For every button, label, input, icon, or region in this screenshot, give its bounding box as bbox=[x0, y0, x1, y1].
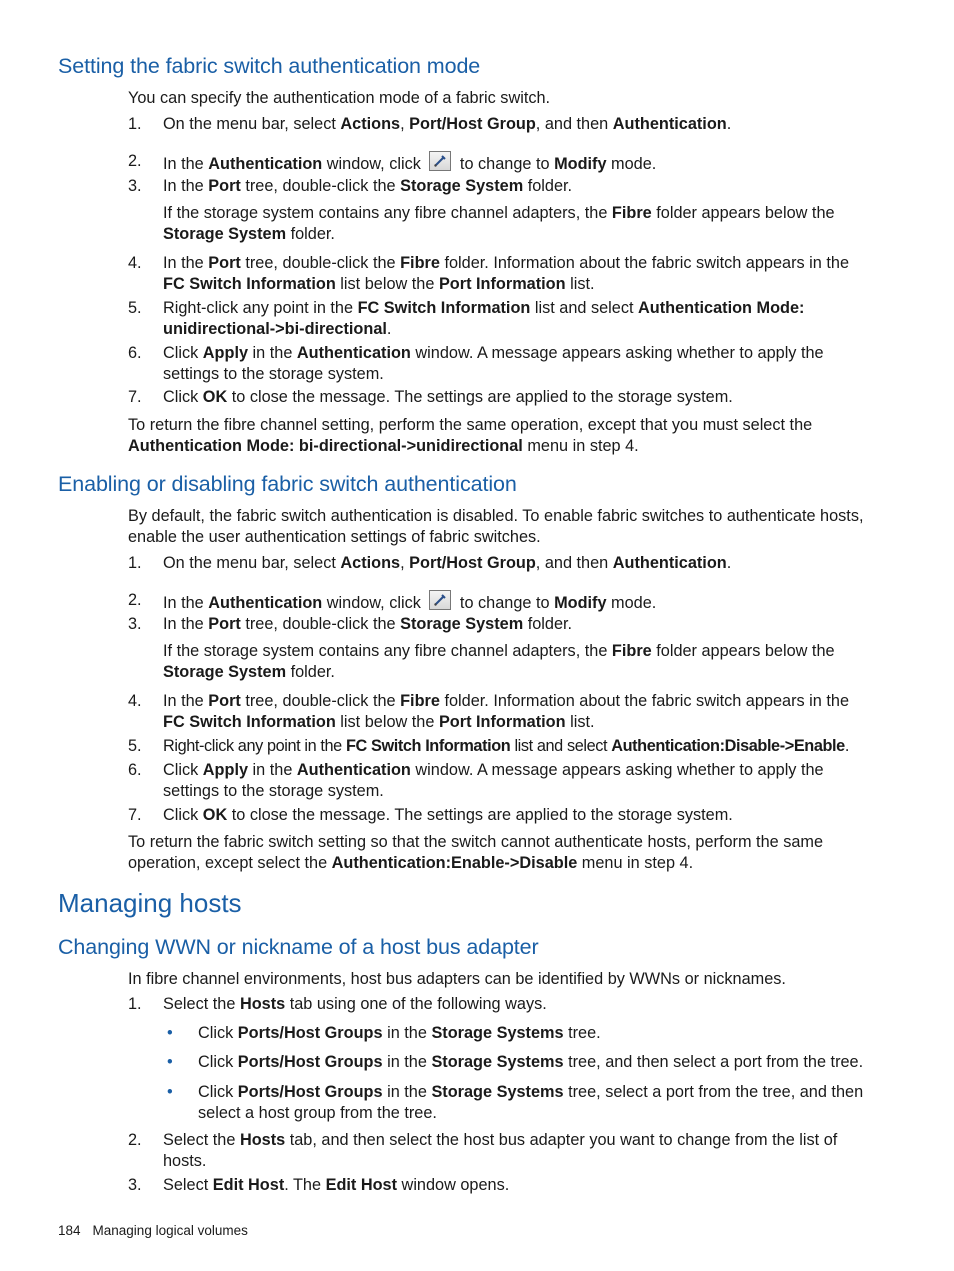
section-intro: You can specify the authentication mode of a fabric switch. bbox=[128, 89, 551, 107]
footer-section-title: Managing logical volumes bbox=[92, 1223, 248, 1238]
chapter-heading: Managing hosts bbox=[58, 888, 242, 918]
modify-mode-icon bbox=[429, 590, 451, 610]
section-outro: To return the fabric switch setting so that the switch cannot authenticate hosts, perform the same operation, except select the Authentication:Enable->Disable menu in step 4. bbox=[128, 833, 824, 872]
section-intro: By default, the fabric switch authentication is disabled. To enable fabric switches to authenticate hosts, enable the user authentication settings of fabric switches. bbox=[128, 507, 864, 546]
document-page: Setting the fabric switch authentication mode You can specify the authentication mode of a fabric switch. 1. On the menu bar, select Actions, Port/Host Group, and then Authentication. 2. In the Authentication window, click to change to Modify mode. 3. In the Port tree, double-click the Storage System folder. If the storage system contains any fibre channel adapters, the Fibre folder appears below the Storage System folder. 4. In the Port tree, double-click the Fibre folder. Information about the fabric switch appears in the FC Switch Information list below the Port Information list. 5. Right-click any point in the FC Switch Information list and select Authentication Mode: unidirectional->bi-directional. 6. Click Apply in the Authentication window. A message appears asking whether to apply the settings to the storage system. 7. Click OK to close the message. The settings are applied to the storage system. To return the fibre channel setting, perform the same operation, except that you must select the Authentication Mode: bi-directional->unidirectional menu in step 4. Enabling or disabling fabric switch authentication By default, the fabric switch authentication is disabled. To enable fabric switches to authenticate hosts, enable the user authentication settings of fabric switches. 1. On the menu bar, select Actions, Port/Host Group, and then Authentication. 2. In the Authentication window, click to change to Modify mode. 3. In the Port tree, double-click the Storage System folder. If the storage system contains any fibre channel adapters, the Fibre folder appears below the Storage System folder. 4. In the Port tree, double-click the Fibre folder. Information about the fabric switch appears in the FC Switch Information list below the Port Information list. 5. Right-click any point in the FC Switch Information list and select Authentication:Disable->Enable. 6. Click Apply in the Authentication window. A message appears asking whether to apply the settings to the storage system. 7. Click OK to close the message. The settings are applied to the storage system. To return the fabric switch setting so that the switch cannot authenticate hosts, perform the same operation, except select the Authentication:Enable->Disable menu in step 4. Managing hosts Changing WWN or nickname of a host bus adapter In fibre channel environments, host bus adapters can be identified by WWNs or nicknames. 1. Select the Hosts tab using one of the following ways. • Click Ports/Host Groups in the Storage Systems tree. • Click Ports/Host Groups in the Storage Systems tree, and then select a port from the tree. • Click Ports/Host Groups in the Storage Systems tree, select a port from the tree, and then select a host group from the tree. 2. Select the Hosts tab, and then select the host bus adapter you want to change from the list of hosts. 3. Select Edit Host. The Edit Host window opens. 184 Managing logical volumes bbox=[0, 0, 954, 1271]
page-footer bbox=[58, 1223, 248, 1238]
section-heading-auth-mode: Setting the fabric switch authentication mode bbox=[58, 54, 481, 78]
section-intro: In fibre channel environments, host bus adapters can be identified by WWNs or nicknames. bbox=[128, 970, 786, 988]
step-note: If the storage system contains any fibre channel adapters, the Fibre folder appears below the Storage System folder. bbox=[163, 204, 835, 243]
section-heading-wwn: Changing WWN or nickname of a host bus adapter bbox=[58, 935, 539, 959]
step-note: If the storage system contains any fibre channel adapters, the Fibre folder appears below the Storage System folder. bbox=[163, 642, 835, 681]
section-heading-fabric-auth: Enabling or disabling fabric switch authentication bbox=[58, 472, 517, 496]
section-outro: To return the fibre channel setting, perform the same operation, except that you must select the Authentication Mode: bi-directional->unidirectional menu in step 4. bbox=[128, 416, 813, 455]
page-number: 184 bbox=[58, 1223, 81, 1238]
modify-mode-icon bbox=[429, 151, 451, 171]
